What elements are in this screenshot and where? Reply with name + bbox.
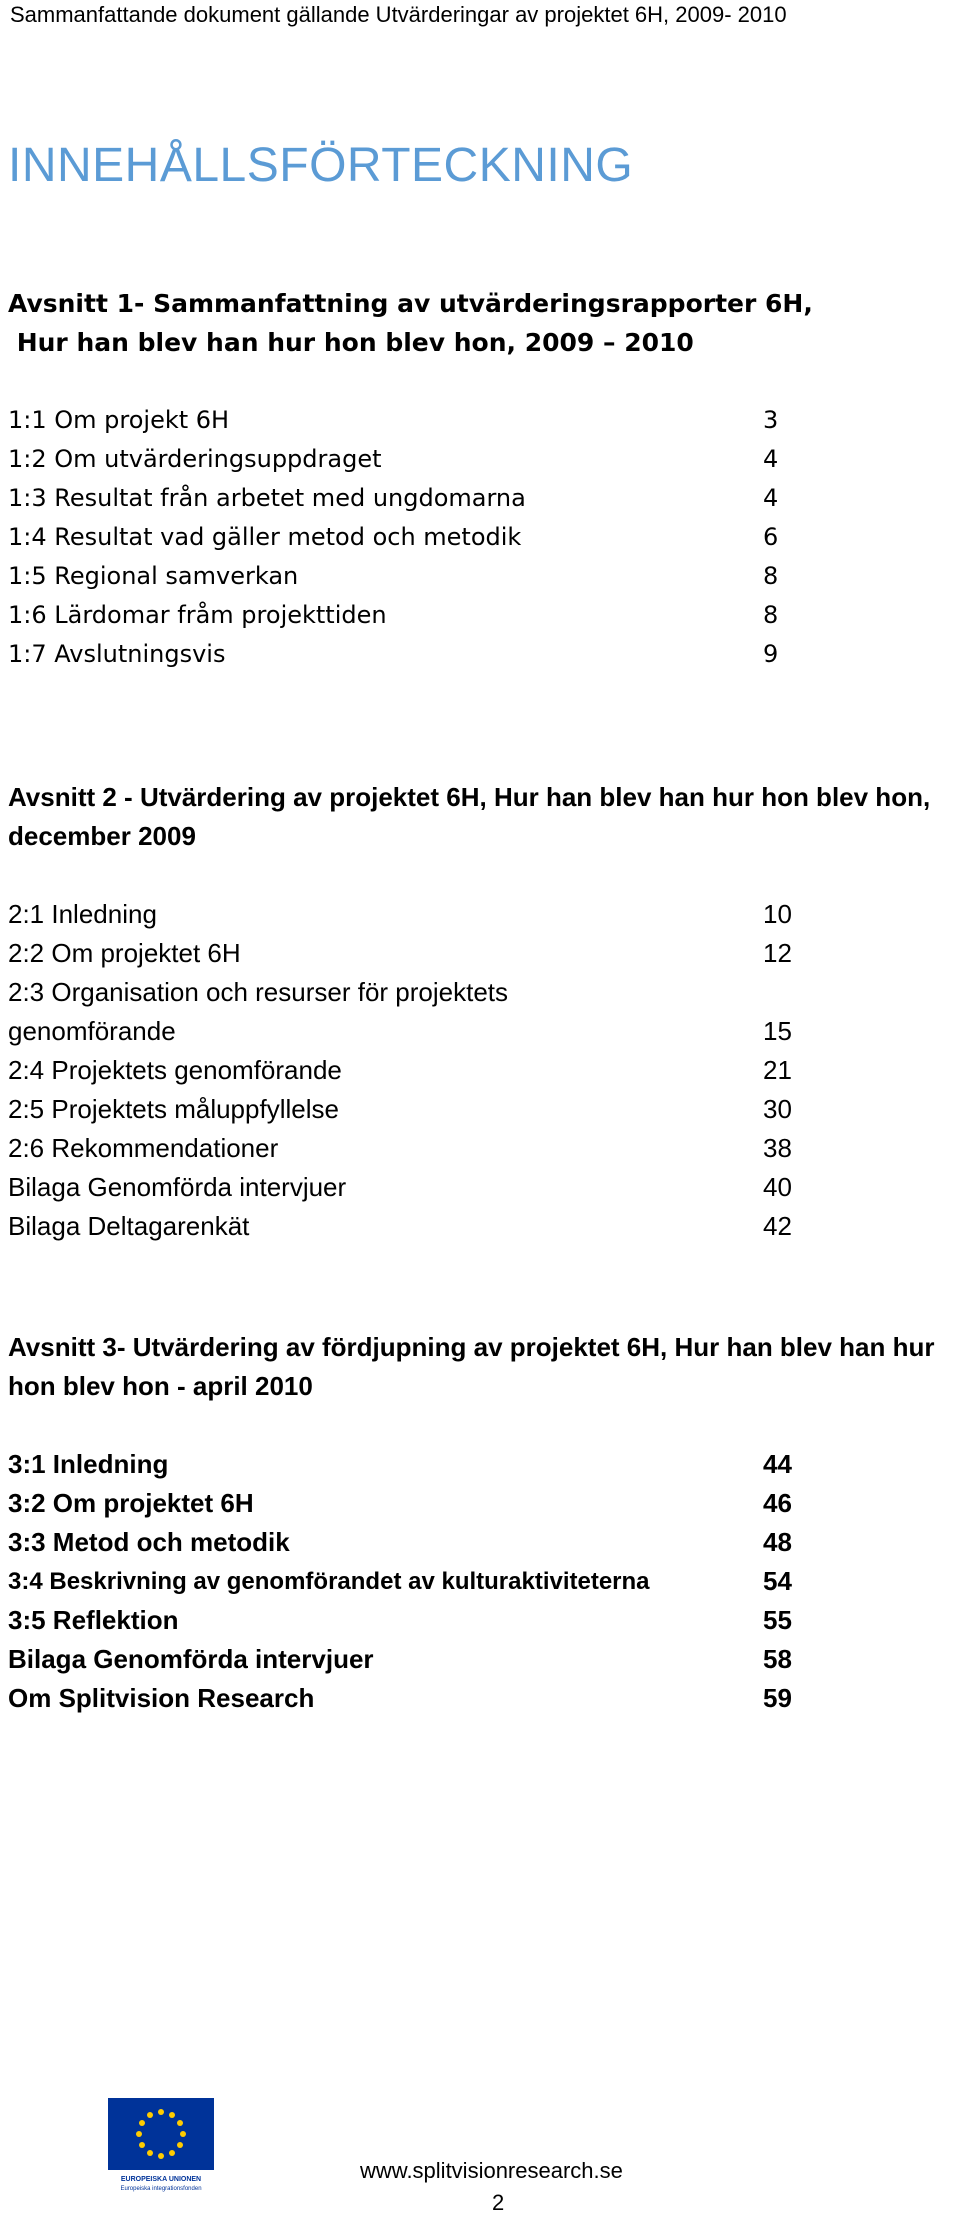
toc-title: INNEHÅLLSFÖRTECKNING xyxy=(8,139,634,192)
toc-entry-page: 54 xyxy=(763,1566,792,1596)
toc-entry[interactable] xyxy=(8,1523,960,1562)
toc-entry[interactable] xyxy=(8,401,960,440)
toc-entry[interactable] xyxy=(8,895,960,934)
toc-entry-label: 2:4 Projektets genomförande xyxy=(8,1055,342,1085)
eu-logo-text: EUROPEISKA UNIONEN xyxy=(120,2176,202,2183)
toc-entry-page: 55 xyxy=(763,1605,792,1635)
toc-entry-page: 46 xyxy=(763,1488,792,1518)
toc-entry-label: 3:5 Reflektion xyxy=(8,1605,179,1635)
toc-entry[interactable] xyxy=(8,1679,960,1718)
toc-entry-page: 58 xyxy=(763,1644,792,1674)
section-heading-line: Avsnitt 1- Sammanfattning av utvärderingsrapporter 6H, xyxy=(8,289,813,318)
toc-entry-page: 9 xyxy=(763,640,779,668)
toc-entry-label: 2:3 Organisation och resurser för projektets genomförande xyxy=(8,977,509,1046)
footer-url[interactable]: www.splitvisionresearch.se xyxy=(360,2158,623,2183)
toc-entry[interactable] xyxy=(8,1207,960,1246)
page-number: 2 xyxy=(492,2190,505,2215)
toc-entry[interactable] xyxy=(8,1484,960,1523)
toc-entry-page: 42 xyxy=(763,1211,792,1241)
toc-entry[interactable] xyxy=(8,1129,960,1168)
section-heading: Avsnitt 3- Utvärdering av fördjupning av projektet 6H, Hur han blev han hur hon blev hon - april 2010 xyxy=(8,1332,935,1401)
toc-entry-page: 38 xyxy=(763,1133,792,1163)
toc-entry-label: 2:5 Projektets måluppfyllelse xyxy=(8,1094,339,1124)
eu-flag-background xyxy=(108,2098,214,2170)
toc-entry-page: 8 xyxy=(763,601,779,629)
toc-entry-page: 3 xyxy=(763,406,779,434)
toc-entry-label: 1:4 Resultat vad gäller metod och metodik xyxy=(8,523,522,551)
toc-entry[interactable] xyxy=(8,1640,960,1679)
toc-entry-label: Om Splitvision Research xyxy=(8,1683,315,1713)
toc-entry-label: 2:2 Om projektet 6H xyxy=(8,938,241,968)
toc-entry[interactable] xyxy=(8,1090,960,1129)
toc-entry-label: 3:3 Metod och metodik xyxy=(8,1527,290,1557)
toc-entry[interactable] xyxy=(8,1445,960,1484)
toc-entry[interactable] xyxy=(8,557,960,596)
toc-entry-label: 1:1 Om projekt 6H xyxy=(8,406,230,434)
eu-flag-logo xyxy=(108,2098,214,2194)
toc-entry[interactable] xyxy=(8,1168,960,1207)
toc-entry[interactable] xyxy=(8,1051,960,1090)
toc-entry-label: 2:1 Inledning xyxy=(8,899,157,929)
toc-entry[interactable] xyxy=(8,596,960,635)
toc-entry[interactable] xyxy=(8,1562,960,1601)
toc-entry-page: 4 xyxy=(763,445,779,473)
toc-entry[interactable] xyxy=(8,973,960,1051)
toc-entry-page: 44 xyxy=(763,1449,792,1479)
toc-entry-page: 8 xyxy=(763,562,779,590)
toc-entry[interactable] xyxy=(8,635,960,674)
toc-entry-page: 21 xyxy=(763,1055,792,1085)
toc-entry-label: 3:2 Om projektet 6H xyxy=(8,1488,254,1518)
toc-entry-label: 3:1 Inledning xyxy=(8,1449,169,1479)
section-heading-line: Hur han blev han hur hon blev hon, 2009 – 2010 xyxy=(8,328,694,357)
toc-entry-label: 1:3 Resultat från arbetet med ungdomarna xyxy=(8,484,526,512)
toc-entry-label: 1:7 Avslutningsvis xyxy=(8,640,226,668)
toc-entry-label: 1:2 Om utvärderingsuppdraget xyxy=(8,445,382,473)
toc-section-2 xyxy=(8,778,960,1246)
toc-entry-page: 10 xyxy=(763,899,792,929)
toc-entry-page: 4 xyxy=(763,484,779,512)
eu-logo-subtext: Europeiska integrationsfonden xyxy=(120,2186,202,2192)
toc-entry[interactable] xyxy=(8,1601,960,1640)
toc-entry-page: 6 xyxy=(763,523,779,551)
toc-entry-label: Bilaga Deltagarenkät xyxy=(8,1211,250,1241)
toc-entries xyxy=(8,401,960,674)
toc-entry-label: Bilaga Genomförda intervjuer xyxy=(8,1172,347,1202)
toc-entry-label: 1:6 Lärdomar fråm projekttiden xyxy=(8,601,387,629)
toc-entry-page: 48 xyxy=(763,1527,792,1557)
toc-entry-label: 3:4 Beskrivning av genomförandet av kulturaktiviteterna xyxy=(8,1568,650,1595)
toc-section-3 xyxy=(8,1328,960,1718)
toc-entry-label: Bilaga Genomförda intervjuer xyxy=(8,1644,374,1674)
section-heading xyxy=(8,284,960,362)
toc-entry[interactable] xyxy=(8,440,960,479)
toc-entry-page: 40 xyxy=(763,1172,792,1202)
toc-entry[interactable] xyxy=(8,518,960,557)
toc-entry-page: 30 xyxy=(763,1094,792,1124)
toc-entry[interactable] xyxy=(8,479,960,518)
toc-section-1 xyxy=(8,284,960,674)
toc-entry-page: 59 xyxy=(763,1683,792,1713)
toc-entry-page: 15 xyxy=(763,1016,792,1046)
toc-entries xyxy=(8,1445,960,1718)
toc-entry-label: 2:6 Rekommendationer xyxy=(8,1133,279,1163)
section-heading: Avsnitt 2 - Utvärdering av projektet 6H, Hur han blev han hur hon blev hon, december 2009 xyxy=(8,782,931,851)
toc-entries xyxy=(8,895,960,1246)
toc-entry[interactable] xyxy=(8,934,960,973)
document-header: Sammanfattande dokument gällande Utvärderingar av projektet 6H, 2009- 2010 xyxy=(10,2,787,27)
toc-entry-label: 1:5 Regional samverkan xyxy=(8,562,299,590)
toc-entry-page: 12 xyxy=(763,938,792,968)
